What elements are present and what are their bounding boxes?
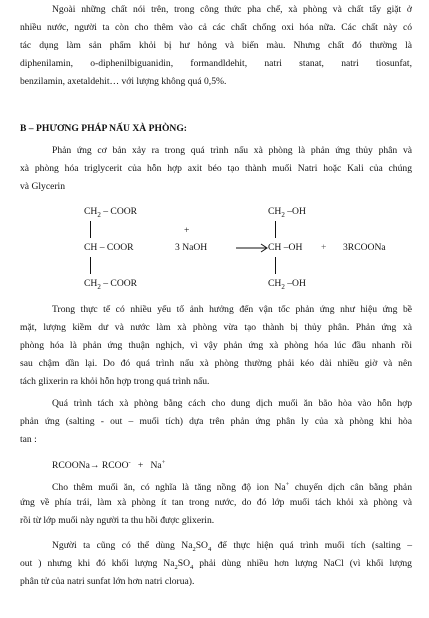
text-line: sau chậm dần lại. Do đó quá trình nấu xà phòng thường phải kéo dài nhiều giờ và nên: [20, 358, 412, 369]
text-line: ứng về phía trái, làm xà phòng ít tan trong nước, do đó lớp muối tách khỏi xà phòng và: [20, 497, 412, 508]
dissociation-equation: RCOONa→ RCOO- + Na+: [52, 459, 166, 472]
triglyceride-middle: CH – COOR: [84, 242, 134, 253]
bond-line: [275, 221, 276, 238]
text-line: và Glycerin: [20, 181, 66, 192]
text-line: mặt, lượng kiềm dư và nước làm xà phòng vừa tạo thành bị thủy phân. Phản ứng xà: [20, 322, 412, 333]
triglyceride-top: $CH_2$ – COOR: [84, 206, 138, 219]
text-line: Người ta cũng có thể dùng $Na_2SO_4$ để thực hiện quá trình muối tích (salting –: [52, 540, 412, 553]
triglyceride-bottom: $CH_2$ – COOR: [84, 278, 138, 291]
text-line: rồi từ lớp muối này người ta thu hồi được glixerin.: [20, 515, 215, 526]
glycerin-middle: CH –OH: [268, 242, 303, 253]
text-line: diphenilamin, o-diphenilbiguanidin, formandldehit, natri stanat, natri tiosunfat,: [20, 58, 412, 69]
text-line: tan :: [20, 434, 37, 445]
text-line: Phản ứng cơ bản xảy ra trong quá trình nấu xà phòng là phản ứng thủy phân và: [52, 145, 412, 156]
bond-line: [90, 221, 91, 238]
text-line: Ngoài những chất nói trên, trong công thức pha chế, xà phòng và chất tẩy giặt ở: [52, 4, 412, 15]
text-line: phòng hóa là phản ứng thuận nghịch, vì vậy phản ứng xà phòng hóa lúc đầu nhanh rồi: [20, 340, 412, 351]
glycerin-top: $CH_2$ –OH: [268, 206, 306, 219]
plus-sign: +: [184, 225, 190, 236]
text-line: nhiều nước, người ta còn cho thêm vào cả các chất chống oxi hóa nữa. Các chất này có: [20, 22, 412, 33]
reaction-arrow-icon: [236, 243, 270, 253]
text-line: out ) nhưng khi đó khối lượng $Na_2SO_4$ phải dùng nhiều hơn lượng NaCl (vì khối lượng: [20, 558, 412, 571]
text-line: benzilamin, axetaldehit… với lượng không quá 0,5%.: [20, 76, 227, 87]
text-line: tách glixerin ra khỏi hỗn hợp trong quá trình nấu.: [20, 376, 210, 387]
text-line: tác dụng làm sản phẩm khỏi bị hư hỏng và biến màu. Nhưng chất đó thường là: [20, 40, 412, 51]
text-line: xà phòng hóa triglycerit của hỗn hợp axit béo tạo thành muối Natri hoặc Kali của chúng: [20, 163, 412, 174]
section-heading: B – PHƯƠNG PHÁP NẤU XÀ PHÒNG:: [20, 123, 187, 134]
text-line: Cho thêm muối ăn, có nghĩa là tăng nồng độ ion Na+ chuyển dịch cân bằng phản: [52, 481, 412, 494]
text-line: Trong thực tế có nhiều yếu tố ảnh hưởng đến vận tốc phản ứng như hiệu ứng bề: [52, 304, 412, 315]
reagent-naoh: 3 NaOH: [175, 242, 208, 253]
glycerin-bottom: $CH_2$ –OH: [268, 278, 306, 291]
bond-line: [90, 257, 91, 274]
product-soap: 3RCOONa: [343, 242, 386, 253]
plus-sign: +: [321, 242, 327, 253]
text-line: Quá trình tách xà phòng bằng cách cho dung dịch muối ăn bão hòa vào hỗn hợp: [52, 398, 412, 409]
text-line: phân tử của natri sunfat lớn hơn natri clorua).: [20, 576, 195, 587]
text-line: phản ứng (salting - out – muối tích) dựa trên phản ứng phân ly của xà phòng khi hòa: [20, 416, 412, 427]
bond-line: [275, 257, 276, 274]
